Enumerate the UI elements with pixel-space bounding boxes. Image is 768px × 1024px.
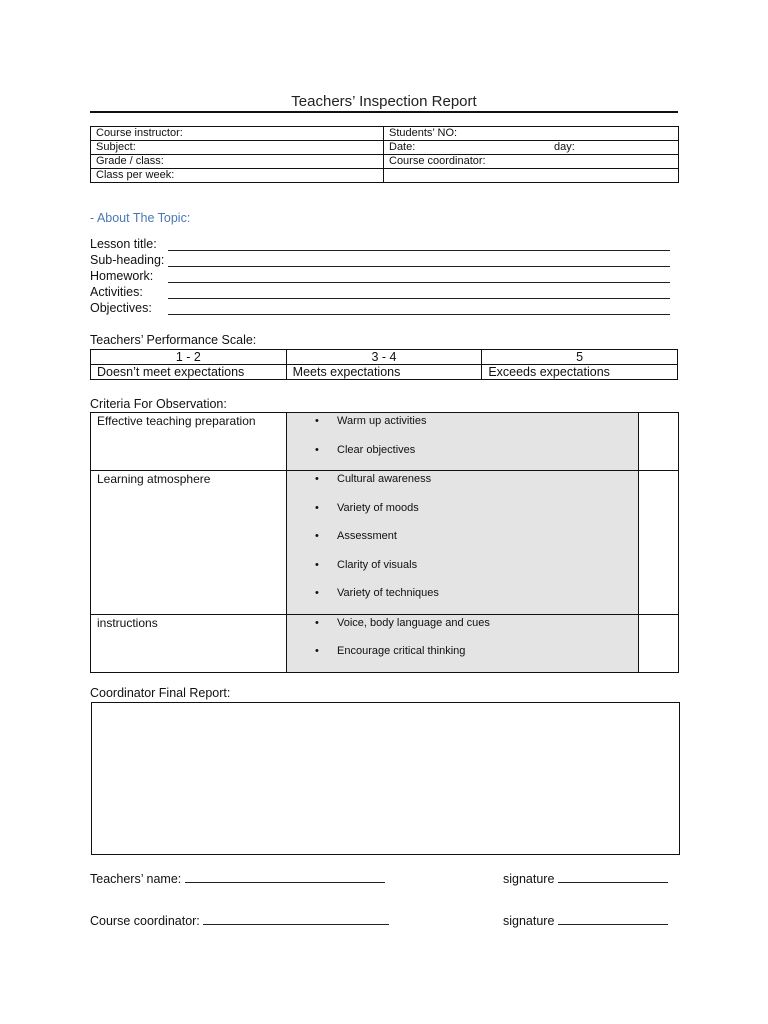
scale-range-2: 3 - 4 — [286, 350, 482, 365]
coordinator-signature-line[interactable] — [558, 913, 668, 925]
criteria-name: instructions — [91, 614, 287, 672]
criteria-item — [287, 442, 638, 471]
page-title: Teachers’ Inspection Report — [291, 93, 477, 110]
bullet-icon: • — [315, 616, 319, 629]
title-divider — [90, 111, 678, 113]
class-per-week-field[interactable] — [91, 169, 384, 183]
teacher-signature-label: signature — [503, 872, 555, 886]
criteria-item — [287, 643, 638, 672]
criteria-item-text: Variety of techniques — [337, 587, 439, 599]
course-coordinator-label: Course coordinator: — [389, 155, 486, 167]
subject-field[interactable] — [91, 141, 384, 155]
criteria-row — [91, 413, 679, 471]
criteria-item-text: Variety of moods — [337, 501, 419, 514]
date-field[interactable] — [384, 141, 679, 155]
coordinator-row — [90, 913, 389, 928]
teacher-name-row — [90, 871, 385, 886]
empty-cell[interactable] — [384, 169, 679, 183]
bullet-icon: • — [315, 415, 319, 427]
day-label: day: — [554, 141, 575, 153]
teacher-signature-line[interactable] — [558, 871, 668, 883]
criteria-rating-cell[interactable] — [639, 614, 679, 672]
scale-description-3: Exceeds expectations — [482, 365, 678, 380]
performance-scale-table — [90, 349, 678, 380]
students-no-label: Students’ NO: — [389, 127, 458, 139]
scale-range-3: 5 — [482, 350, 678, 365]
criteria-item — [287, 557, 638, 586]
criteria-name: Learning atmosphere — [91, 471, 287, 615]
criteria-item — [287, 413, 638, 442]
bullet-icon: • — [315, 558, 319, 571]
bullet-icon: • — [315, 443, 319, 456]
lesson-title-field[interactable] — [90, 237, 680, 253]
final-report-box[interactable] — [91, 702, 680, 855]
coordinator-label: Course coordinator: — [90, 914, 200, 928]
criteria-label: Criteria For Observation: — [90, 397, 227, 411]
sub-heading-label: Sub-heading: — [90, 253, 165, 267]
criteria-item — [287, 528, 638, 557]
about-topic-heading: - About The Topic: — [90, 211, 191, 225]
criteria-rating-cell[interactable] — [639, 413, 679, 471]
scale-range-1: 1 - 2 — [91, 350, 287, 365]
date-label: Date: — [389, 141, 416, 153]
criteria-item — [287, 585, 638, 614]
grade-class-field[interactable] — [91, 155, 384, 169]
criteria-items — [287, 614, 639, 672]
scale-description-2: Meets expectations — [286, 365, 482, 380]
grade-class-label: Grade / class: — [96, 155, 164, 167]
criteria-table — [90, 412, 679, 673]
criteria-item-text: Clear objectives — [337, 443, 416, 456]
homework-label: Homework: — [90, 269, 154, 283]
homework-field[interactable] — [90, 269, 680, 285]
coordinator-signature-row — [503, 913, 668, 928]
course-coordinator-field[interactable] — [384, 155, 679, 169]
objectives-field[interactable] — [90, 301, 680, 317]
criteria-item — [287, 471, 638, 500]
teacher-name-label: Teachers’ name: — [90, 872, 182, 886]
criteria-row — [91, 614, 679, 672]
criteria-item — [287, 500, 638, 529]
criteria-item-text: Warm up activities — [337, 415, 427, 427]
bullet-icon: • — [315, 473, 319, 485]
bullet-icon: • — [315, 587, 319, 599]
criteria-item — [287, 615, 638, 644]
criteria-rating-cell[interactable] — [639, 471, 679, 615]
coordinator-signature-label: signature — [503, 914, 555, 928]
bullet-icon: • — [315, 501, 319, 514]
sub-heading-line[interactable] — [168, 266, 670, 267]
criteria-items — [287, 471, 639, 615]
activities-label: Activities: — [90, 285, 143, 299]
bullet-icon: • — [315, 530, 319, 542]
criteria-item-text: Assessment — [337, 530, 397, 542]
criteria-name: Effective teaching preparation — [91, 413, 287, 471]
criteria-row — [91, 471, 679, 615]
criteria-item-text: Cultural awareness — [337, 473, 432, 485]
info-table — [90, 126, 679, 183]
activities-line[interactable] — [168, 298, 670, 299]
course-instructor-field[interactable] — [91, 127, 384, 141]
teacher-signature-row — [503, 871, 668, 886]
lesson-title-label: Lesson title: — [90, 237, 157, 251]
objectives-line[interactable] — [168, 314, 670, 315]
homework-line[interactable] — [168, 282, 670, 283]
objectives-label: Objectives: — [90, 301, 152, 315]
activities-field[interactable] — [90, 285, 680, 301]
teacher-name-line[interactable] — [185, 871, 385, 883]
criteria-item-text: Clarity of visuals — [337, 558, 418, 571]
criteria-item-text: Encourage critical thinking — [337, 645, 466, 657]
class-per-week-label: Class per week: — [96, 169, 175, 181]
scale-description-1: Doesn’t meet expectations — [91, 365, 287, 380]
course-instructor-label: Course instructor: — [96, 127, 183, 139]
sub-heading-field[interactable] — [90, 253, 680, 269]
lesson-title-line[interactable] — [168, 250, 670, 251]
subject-label: Subject: — [96, 141, 136, 153]
coordinator-name-line[interactable] — [203, 913, 389, 925]
bullet-icon: • — [315, 645, 319, 657]
performance-scale-label: Teachers’ Performance Scale: — [90, 333, 257, 347]
criteria-item-text: Voice, body language and cues — [337, 616, 490, 629]
students-no-field[interactable] — [384, 127, 679, 141]
final-report-label: Coordinator Final Report: — [90, 686, 231, 700]
criteria-items — [287, 413, 639, 471]
